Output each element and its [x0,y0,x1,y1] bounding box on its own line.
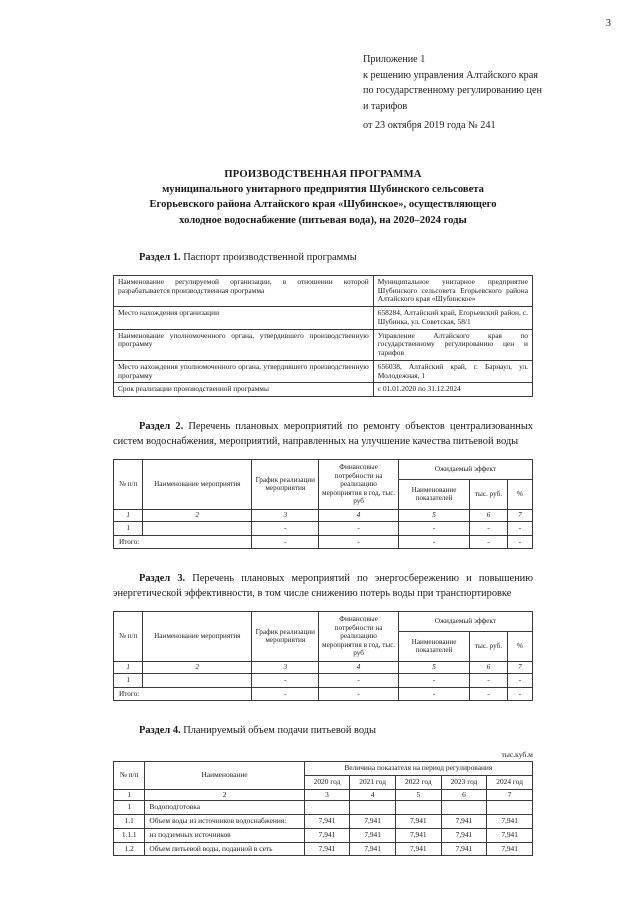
total-indicator: - [398,687,469,700]
table-header-row [114,762,533,776]
col-header-finance: Финансовые потребности на реализацию мероприятия в год, тыс. руб [319,612,399,661]
col-header-year-2023: 2023 год [441,775,487,789]
energy-measures-table [113,611,533,701]
repair-measures-table [113,459,533,549]
total-percent: - [507,687,532,700]
col-header-year-2021: 2021 год [350,775,396,789]
table-number-row [114,509,533,521]
cell-np: 1 [114,674,143,687]
cell-percent: - [507,674,532,687]
colnum-5: 5 [395,789,441,801]
colnum-4: 4 [319,661,399,673]
total-percent: - [507,535,532,548]
total-finance: - [319,687,399,700]
section-4-label: Раздел 4. [139,725,181,737]
colnum-1: 1 [114,789,145,801]
document-content [113,52,542,856]
table-total-row [114,687,533,700]
colnum-3: 3 [252,661,319,673]
row-value-2020 [304,801,350,815]
passport-value-1: 658284, Алтайский край, Егорьевский район, с. Шубинка, ул. Советская, 58/1 [373,307,532,329]
col-header-percent: % [507,479,532,509]
col-header-schedule: График реализации мероприятия [252,460,319,509]
colnum-2: 2 [143,661,252,673]
row-value-2021: 7,941 [350,842,396,856]
colnum-5: 5 [398,661,469,673]
row-np: 1.1 [114,815,145,829]
total-label: Итого: [114,535,252,548]
colnum-7: 7 [507,509,532,521]
cell-schedule: - [252,674,319,687]
section-1-label: Раздел 1. [139,251,181,263]
col-header-effect: Ожидаемый эффект [398,612,532,631]
appendix-line-1: Приложение 1 [363,54,426,65]
title-line-4: холодное водоснабжение (питьевая вода), на 2020–2024 годы [179,214,467,226]
section-3-text: Перечень плановых мероприятий по энергосбережению и повышению энергетической эффективности, в том числе снижению потерь воды при транспортировке [113,573,533,600]
cell-name [143,674,252,687]
total-schedule: - [252,535,319,548]
cell-np: 1 [114,522,143,535]
table-row [114,276,533,307]
col-header-name: Наименование мероприятия [143,612,252,661]
cell-name [143,522,252,535]
passport-label-0: Наименование регулируемой организации, в отношении которой разрабатывается производственная программа [114,276,374,307]
row-value-2020: 7,941 [304,828,350,842]
col-header-year-2024: 2024 год [487,775,533,789]
cell-indicator: - [398,522,469,535]
row-value-2022: 7,941 [395,828,441,842]
passport-value-2: Управление Алтайского края по государственному регулированию цен и тарифов [373,329,532,360]
colnum-5: 5 [398,509,469,521]
row-name: Объем питьевой воды, поданной в сеть [145,842,304,856]
col-header-np: № п/п [114,762,145,789]
row-value-2023: 7,941 [441,815,487,829]
passport-label-1: Место нахождения организации [114,307,374,329]
row-np: 1.1.1 [114,828,145,842]
row-name: Объем воды из источников водоснабжения: [145,815,304,829]
col-header-year-2022: 2022 год [395,775,441,789]
row-value-2024: 7,941 [487,842,533,856]
passport-label-4: Срок реализации производственной программы [114,383,374,397]
colnum-4: 4 [319,509,399,521]
section-2-text: Перечень плановых мероприятий по ремонту объектов централизованных систем водоснабжения, мероприятий, направленных на улучшение качества питьевой воды [113,421,533,448]
row-np: 1 [114,801,145,815]
table-row [114,329,533,360]
colnum-7: 7 [487,789,533,801]
section-1-text: Паспорт производственной программы [183,251,357,263]
col-header-finance: Финансовые потребности на реализацию мероприятия в год, тыс. руб [319,460,399,509]
section-1-heading [113,250,533,265]
col-header-year-2020: 2020 год [304,775,350,789]
title-line-3: Егорьевского района Алтайского края «Шубинское», осуществляющего [149,199,497,211]
col-header-thous-rub: тыс. руб. [470,631,508,661]
table-number-row [114,661,533,673]
section-2-heading [113,419,533,449]
colnum-1: 1 [114,509,143,521]
colnum-6: 6 [470,661,508,673]
colnum-6: 6 [441,789,487,801]
row-value-2020: 7,941 [304,815,350,829]
colnum-1: 1 [114,661,143,673]
cell-thous-rub: - [470,674,508,687]
volume-units-label: тыс.куб.м [501,750,533,760]
appendix-line-3: по государственному регулированию цен [363,85,542,96]
appendix-decision-date: от 23 октября 2019 года № 241 [363,120,496,131]
cell-finance: - [319,674,399,687]
colnum-4: 4 [350,789,396,801]
section-3-label: Раздел 3. [139,573,186,585]
cell-thous-rub: - [470,522,508,535]
colnum-2: 2 [143,509,252,521]
table-row [114,360,533,382]
section-2-label: Раздел 2. [139,421,184,433]
row-value-2024 [487,801,533,815]
passport-value-4: с 01.01.2020 по 31.12.2024 [373,383,532,397]
appendix-line-2: к решению управления Алтайского края [363,69,538,81]
col-header-schedule: График реализации мероприятия [252,612,319,661]
cell-percent: - [507,522,532,535]
table-row [114,801,533,815]
col-header-thous-rub: тыс. руб. [470,479,508,509]
total-indicator: - [398,535,469,548]
passport-value-0: Муниципальное унитарное предприятие Шубинского сельсовета Егорьевского района Алтайского края «Шубинское» [373,276,532,307]
col-header-name: Наименование мероприятия [143,460,252,509]
cell-indicator: - [398,674,469,687]
colnum-2: 2 [145,789,304,801]
passport-table [113,275,533,397]
col-header-period: Величина показателя на период регулирования [304,762,532,776]
total-thous-rub: - [470,535,508,548]
passport-label-2: Наименование уполномоченного органа, утвердившего производственную программу [114,329,374,360]
col-header-indicator: Наименование показателей [398,631,469,661]
row-value-2023: 7,941 [441,842,487,856]
row-value-2021: 7,941 [350,828,396,842]
row-value-2022 [395,801,441,815]
total-thous-rub: - [470,687,508,700]
col-header-indicator: Наименование показателей [398,479,469,509]
row-np: 1.2 [114,842,145,856]
section-4-text: Планируемый объем подачи питьевой воды [183,725,377,737]
total-schedule: - [252,687,319,700]
water-volume-table [113,761,533,856]
passport-value-3: 656038, Алтайский край, г. Барнаул, ул. Молодежная, 1 [373,360,532,382]
row-name: из подземных источников [145,828,304,842]
table-number-row [114,789,533,801]
title-line-2: муниципального унитарного предприятия Шубинского сельсовета [162,183,484,195]
row-value-2021 [350,801,396,815]
document-title [113,167,533,228]
page-number: 3 [605,18,611,29]
row-value-2023 [441,801,487,815]
appendix-line-4: и тарифов [363,100,408,112]
appendix-block [363,52,542,134]
cell-schedule: - [252,522,319,535]
col-header-np: № п/п [114,460,143,509]
section-3-heading [113,571,533,601]
row-value-2022: 7,941 [395,815,441,829]
row-value-2023: 7,941 [441,828,487,842]
table-row [114,522,533,535]
table-row [114,842,533,856]
total-label: Итого: [114,687,252,700]
passport-label-3: Место нахождения уполномоченного органа, утвердившего производственную программу [114,360,374,382]
table-row [114,815,533,829]
table-header-row [114,612,533,631]
cell-finance: - [319,522,399,535]
col-header-np: № п/п [114,612,143,661]
table-row [114,307,533,329]
total-finance: - [319,535,399,548]
row-value-2021: 7,941 [350,815,396,829]
table-row [114,383,533,397]
table-header-row [114,460,533,479]
row-value-2024: 7,941 [487,815,533,829]
row-name: Водоподготовка [145,801,304,815]
table-row [114,828,533,842]
table-row [114,674,533,687]
col-header-effect: Ожидаемый эффект [398,460,532,479]
row-value-2022: 7,941 [395,842,441,856]
col-header-name: Наименование [145,762,304,789]
colnum-3: 3 [304,789,350,801]
section-4-heading [113,723,533,738]
title-line-1: ПРОИЗВОДСТВЕННАЯ ПРОГРАММА [224,168,422,180]
row-value-2024: 7,941 [487,828,533,842]
colnum-3: 3 [252,509,319,521]
colnum-6: 6 [470,509,508,521]
colnum-7: 7 [507,661,532,673]
row-value-2020: 7,941 [304,842,350,856]
table-total-row [114,535,533,548]
col-header-percent: % [507,631,532,661]
